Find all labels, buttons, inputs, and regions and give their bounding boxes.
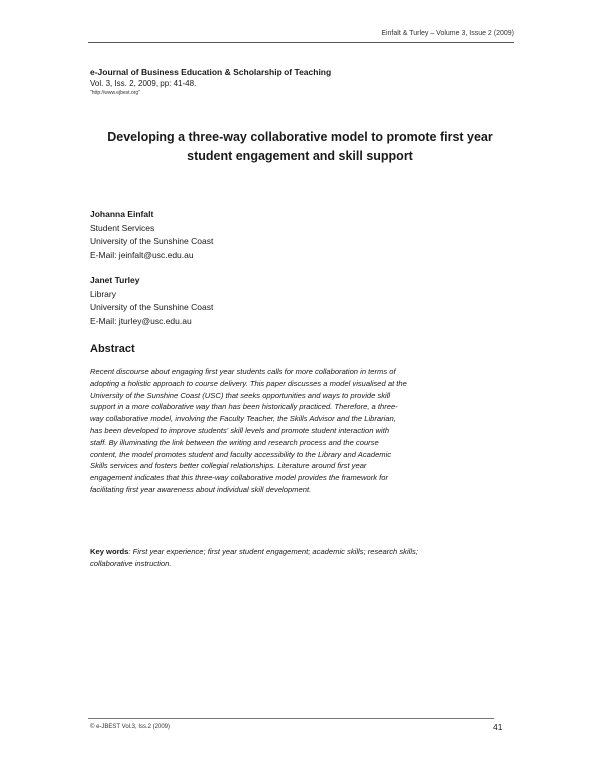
abstract-body bbox=[90, 366, 520, 496]
author-block-2 bbox=[90, 274, 213, 328]
header-rule bbox=[88, 42, 514, 43]
abstract-line: Recent discourse about engaging first year students calls for more collaboration in terms of bbox=[90, 367, 396, 376]
author-institution: University of the Sunshine Coast bbox=[90, 236, 214, 246]
page-number: 41 bbox=[493, 722, 503, 732]
abstract-line: content, the model promotes student and faculty accessibility to the Library and Academic bbox=[90, 449, 392, 459]
running-header: Einfalt & Turley – Volume 3, Issue 2 (2009) bbox=[381, 30, 514, 37]
paper-title bbox=[80, 128, 520, 166]
abstract-line: adopting a holistic approach to course delivery. This paper discusses a model visualised at the bbox=[90, 378, 407, 388]
abstract-line: has been developed to improve students' skill levels and promote student interaction with bbox=[90, 425, 390, 435]
keywords bbox=[90, 546, 520, 570]
abstract-line: facilitating first year awareness about individual skill development. bbox=[90, 484, 312, 494]
title-line-2: student engagement and skill support bbox=[187, 149, 413, 163]
author-name: Johanna Einfalt bbox=[90, 209, 154, 219]
footer-copyright: © e-JBEST Vol.3, Iss.2 (2009) bbox=[90, 724, 171, 730]
title-line-1: Developing a three-way collaborative model to promote first year bbox=[107, 130, 493, 144]
author-department: Library bbox=[90, 288, 116, 299]
keywords-line-1 bbox=[90, 546, 520, 558]
footer-rule bbox=[88, 718, 494, 719]
abstract-line: support in a more collaborative way than has been historically practiced. Therefore, a three- bbox=[90, 402, 398, 412]
journal-reference: Vol. 3, Iss. 2, 2009, pp: 41-48. bbox=[90, 79, 197, 88]
keywords-line-2: collaborative instruction. bbox=[90, 558, 172, 568]
author-email[interactable]: E-Mail: jturley@usc.edu.au bbox=[90, 315, 192, 326]
author-institution: University of the Sunshine Coast bbox=[90, 302, 214, 312]
abstract-heading: Abstract bbox=[90, 343, 135, 355]
keywords-text: : First year experience; first year student engagement; academic skills; research skills; bbox=[128, 547, 418, 556]
keywords-label: Key words bbox=[90, 547, 129, 556]
author-name: Janet Turley bbox=[90, 275, 140, 285]
abstract-line: Skills services and fosters better collegial relationships. Literature around first year bbox=[90, 461, 367, 471]
abstract-line: engagement indicates that this three-way collaborative model provides the framework for bbox=[90, 473, 388, 483]
abstract-line: way collaborative model, involving the Faculty Teacher, the Skills Advisor and the Librarian, bbox=[90, 414, 396, 424]
author-department: Student Services bbox=[90, 222, 155, 233]
abstract-line: University of the Sunshine Coast (USC) that seeks opportunities and ways to provide skill bbox=[90, 390, 391, 400]
journal-name: e-Journal of Business Education & Scholarship of Teaching bbox=[90, 67, 332, 77]
journal-info bbox=[90, 67, 331, 97]
journal-url[interactable]: "http://www.ejbest.org" bbox=[90, 90, 140, 96]
abstract-line: staff. By illuminating the link between the writing and research process and the course bbox=[90, 437, 379, 447]
author-email[interactable]: E-Mail: jeinfalt@usc.edu.au bbox=[90, 249, 194, 260]
author-block-1 bbox=[90, 208, 213, 262]
